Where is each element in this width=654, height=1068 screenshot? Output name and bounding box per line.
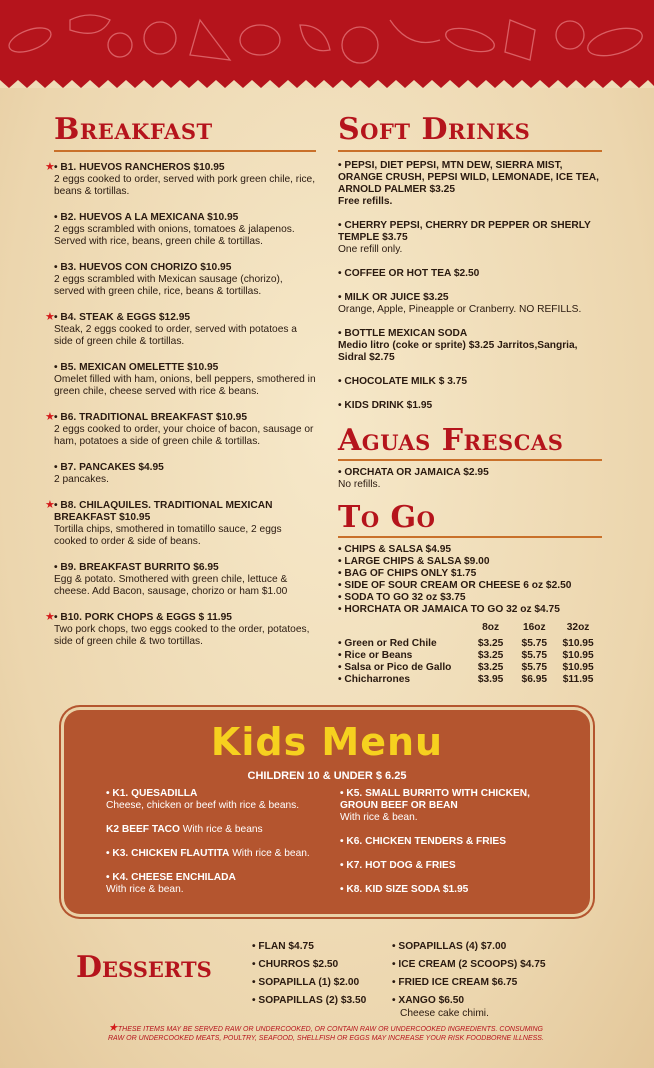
raw-warning-star-icon: ★ — [45, 411, 55, 423]
breakfast-item-desc: Tortilla chips, smothered in tomatillo sauce, 2 eggs cooked to order & side of beans. — [54, 524, 282, 547]
dessert-item: • SOPAPILLA (1) $2.00 — [252, 977, 360, 988]
soft-drink-desc: Orange, Apple, Pineapple or Cranberry. NO REFILLS. — [338, 304, 582, 315]
togo-row-price: $10.95 — [562, 638, 594, 649]
soft-drink-item — [338, 292, 602, 316]
soft-drink-name: • BOTTLE MEXICAN SODA — [338, 328, 468, 339]
kids-item-name: • K1. QUESADILLA — [106, 788, 198, 799]
xango-desc: Cheese cake chimi. — [400, 1008, 489, 1019]
kids-item-name: • K5. SMALL BURRITO WITH CHICKEN, GROUN BEEF OR BEAN — [340, 788, 530, 811]
kids-col-left — [106, 788, 326, 896]
soft-drinks-list — [338, 160, 602, 412]
breakfast-item-desc: Steak, 2 eggs cooked to order, served with potatoes a side of green chile & tortillas. — [54, 324, 297, 347]
kids-col-right — [340, 788, 560, 896]
togo-price-row — [338, 650, 602, 662]
breakfast-section — [45, 112, 316, 662]
kids-item-name: • K7. HOT DOG & FRIES — [340, 860, 456, 871]
togo-row-price: $3.95 — [477, 674, 504, 685]
breakfast-item — [45, 499, 316, 548]
togo-size-header: 32oz — [566, 622, 590, 633]
aguas-divider — [338, 459, 602, 461]
soft-drink-item — [338, 328, 602, 364]
breakfast-item — [54, 212, 316, 248]
togo-row-price: $5.75 — [521, 650, 548, 661]
togo-row-price: $3.25 — [477, 650, 504, 661]
togo-size-header: 8oz — [482, 622, 500, 633]
breakfast-item-desc: Omelet filled with ham, onions, bell peppers, smothered in green chile, cheese served with rice & beans. — [54, 374, 316, 397]
notice-star-icon: ★ — [108, 1022, 118, 1034]
breakfast-item-name: • B4. STEAK & EGGS $12.95 — [54, 312, 191, 323]
togo-size-header: 16oz — [522, 622, 546, 633]
dessert-item: • ICE CREAM (2 SCOOPS) $4.75 — [392, 959, 546, 970]
togo-item: • HORCHATA OR JAMAICA TO GO 32 oz $4.75 — [338, 604, 560, 615]
togo-row-price: $10.95 — [562, 650, 594, 661]
soft-drink-item — [338, 268, 602, 280]
soft-drink-desc: Medio litro (coke or sprite) $3.25 Jarritos,Sangria, Sidral $2.75 — [338, 340, 578, 363]
breakfast-item-name: • B8. CHILAQUILES. TRADITIONAL MEXICAN BREAKFAST $10.95 — [54, 500, 273, 523]
dessert-item: • SOPAPILLAS (2) $3.50 — [252, 995, 367, 1006]
breakfast-item — [45, 311, 316, 348]
togo-item: • SODA TO GO 32 oz $3.75 — [338, 592, 466, 603]
togo-price-row — [338, 638, 602, 650]
soft-drink-name: • PEPSI, DIET PEPSI, MTN DEW, SIERRA MIST, ORANGE CRUSH, PEPSI WILD, LEMONADE, ICE TEA, ARNOLD PALMER $3.25 — [338, 160, 599, 195]
soft-drink-name: • MILK OR JUICE $3.25 — [338, 292, 449, 303]
raw-warning-star-icon: ★ — [45, 499, 55, 511]
togo-row-name: • Rice or Beans — [338, 650, 413, 661]
soft-drink-name: • KIDS DRINK $1.95 — [338, 400, 433, 411]
breakfast-item-desc: Two pork chops, two eggs cooked to the order, potatoes, side of green chile & two tortillas. — [54, 624, 310, 647]
breakfast-item — [45, 411, 316, 448]
breakfast-item-desc: 2 eggs scrambled with onions, tomatoes & jalapenos. Served with rice, beans, green chile & tortillas. — [54, 224, 295, 247]
soft-drink-item — [338, 376, 602, 388]
soft-drink-name: • CHERRY PEPSI, CHERRY DR PEPPER OR SHERLY TEMPLE $3.75 — [338, 220, 591, 243]
breakfast-item-desc: 2 eggs cooked to order, your choice of bacon, sausage or ham, potatoes a side of green chile & tortillas. — [54, 424, 314, 447]
togo-title: To Go — [338, 500, 436, 535]
togo-item: • LARGE CHIPS & SALSA $9.00 — [338, 556, 490, 567]
togo-item: • SIDE OF SOUR CREAM OR CHEESE 6 oz $2.50 — [338, 580, 572, 591]
breakfast-item — [54, 462, 316, 486]
breakfast-item — [45, 611, 316, 648]
dessert-item: • FLAN $4.75 — [252, 941, 314, 952]
togo-price-row — [338, 662, 602, 674]
togo-row-name: • Green or Red Chile — [338, 638, 437, 649]
food-doodles-icon — [0, 0, 654, 88]
raw-food-notice — [108, 1024, 548, 1043]
breakfast-item-desc: 2 pancakes. — [54, 474, 109, 485]
aguas-item — [338, 467, 602, 491]
breakfast-item-desc: Egg & potato. Smothered with green chile, lettuce & cheese. Add Bacon, sausage, chorizo or ham $1.00 — [54, 574, 288, 597]
breakfast-item — [54, 262, 316, 298]
togo-row-price: $10.95 — [562, 662, 594, 673]
breakfast-item — [45, 161, 316, 198]
soft-drink-name: • CHOCOLATE MILK $ 3.75 — [338, 376, 468, 387]
dessert-item: • CHURROS $2.50 — [252, 959, 339, 970]
kids-item-name: • K3. CHICKEN FLAUTITA — [106, 848, 230, 859]
togo-row-name: • Chicharrones — [338, 674, 411, 685]
raw-warning-star-icon: ★ — [45, 311, 55, 323]
soft-drink-desc: Free refills. — [338, 196, 393, 207]
kids-item-name: • K8. KID SIZE SODA $1.95 — [340, 884, 469, 895]
togo-item: • BAG OF CHIPS ONLY $1.75 — [338, 568, 477, 579]
kids-item-k3 — [106, 848, 326, 860]
breakfast-item-desc: 2 eggs cooked to order, served with pork green chile, rice, beans & tortillas. — [54, 174, 316, 197]
togo-row-price: $3.25 — [477, 662, 504, 673]
aguas-title: Aguas Frescas — [338, 423, 564, 458]
kids-item-desc: With rice & bean. — [106, 884, 184, 895]
breakfast-list — [45, 161, 316, 648]
togo-size-header-blank — [338, 622, 471, 634]
kids-item-name: • K6. CHICKEN TENDERS & FRIES — [340, 836, 507, 847]
aguas-item-desc: No refills. — [338, 479, 381, 490]
header-banner — [0, 0, 654, 88]
kids-item-desc: With rice & bean. — [340, 812, 418, 823]
kids-menu-panel — [64, 710, 590, 914]
togo-item: • CHIPS & SALSA $4.95 — [338, 544, 452, 555]
togo-price-table — [338, 622, 602, 686]
kids-item-k8 — [340, 884, 560, 896]
soft-drinks-title: Soft Drinks — [338, 112, 531, 147]
togo-row-name: • Salsa or Pico de Gallo — [338, 662, 452, 673]
togo-row-price: $11.95 — [562, 674, 594, 685]
soft-drink-desc: One refill only. — [338, 244, 403, 255]
kids-menu-title: Kids Menu — [210, 720, 444, 764]
togo-divider — [338, 536, 602, 538]
dessert-item: • FRIED ICE CREAM $6.75 — [392, 977, 518, 988]
breakfast-item-name: • B2. HUEVOS A LA MEXICANA $10.95 — [54, 212, 239, 223]
breakfast-item — [54, 362, 316, 398]
desserts-col-right — [392, 938, 546, 1010]
kids-item-k5 — [340, 788, 560, 824]
desserts-title: Desserts — [76, 950, 212, 985]
breakfast-divider — [54, 150, 316, 152]
soft-drink-item — [338, 220, 602, 256]
kids-item-k1 — [106, 788, 326, 812]
desserts-col-left — [252, 938, 366, 1010]
breakfast-item-name: • B7. PANCAKES $4.95 — [54, 462, 164, 473]
breakfast-item-name: • B9. BREAKFAST BURRITO $6.95 — [54, 562, 219, 573]
breakfast-item-name: • B1. HUEVOS RANCHEROS $10.95 — [54, 162, 225, 173]
drinks-section — [338, 112, 602, 686]
kids-item-k6 — [340, 836, 560, 848]
breakfast-item-name: • B6. TRADITIONAL BREAKFAST $10.95 — [54, 412, 248, 423]
kids-item-name: • K4. CHEESE ENCHILADA — [106, 872, 236, 883]
raw-warning-star-icon: ★ — [45, 161, 55, 173]
aguas-item-name: • ORCHATA OR JAMAICA $2.95 — [338, 467, 489, 478]
breakfast-item — [54, 562, 316, 598]
kids-item-desc: With rice & beans — [179, 824, 263, 835]
togo-list — [338, 544, 602, 616]
togo-price-row — [338, 674, 602, 686]
kids-item-desc: Cheese, chicken or beef with rice & beans. — [106, 800, 300, 811]
soft-drink-name: • COFFEE OR HOT TEA $2.50 — [338, 268, 480, 279]
soft-drink-item — [338, 400, 602, 412]
breakfast-item-desc: 2 eggs scrambled with Mexican sausage (chorizo), served with green chile, rice, beans & tortillas. — [54, 274, 283, 297]
kids-menu-subtitle: CHILDREN 10 & UNDER $ 6.25 — [247, 770, 407, 782]
togo-row-price: $5.75 — [521, 638, 548, 649]
breakfast-item-name: • B3. HUEVOS CON CHORIZO $10.95 — [54, 262, 232, 273]
kids-item-name: K2 BEEF TACO — [106, 824, 180, 835]
notice-text: THESE ITEMS MAY BE SERVED RAW OR UNDERCOOKED, OR CONTAIN RAW OR UNDERCOOKED INGREDIENTS. CONSUMING RAW OR UNDERCOOKED MEATS, POULTRY, SEAFOOD, SHELLFISH OR EGGS MAY INCREASE YOUR RISK FOODBORNE ILLNESS. — [108, 1026, 544, 1042]
kids-item-k4 — [106, 872, 326, 896]
togo-row-price: $6.95 — [521, 674, 548, 685]
kids-item-k2 — [106, 824, 326, 836]
raw-warning-star-icon: ★ — [45, 611, 55, 623]
breakfast-title: Breakfast — [54, 112, 213, 147]
dessert-item: • XANGO $6.50 — [392, 995, 465, 1006]
kids-item-desc: With rice & bean. — [229, 848, 310, 859]
breakfast-item-name: • B10. PORK CHOPS & EGGS $ 11.95 — [54, 612, 232, 623]
soft-drink-item — [338, 160, 602, 208]
togo-row-price: $5.75 — [521, 662, 548, 673]
togo-row-price: $3.25 — [477, 638, 504, 649]
dessert-item: • SOPAPILLAS (4) $7.00 — [392, 941, 507, 952]
kids-item-k7 — [340, 860, 560, 872]
breakfast-item-name: • B5. MEXICAN OMELETTE $10.95 — [54, 362, 219, 373]
soft-drinks-divider — [338, 150, 602, 152]
